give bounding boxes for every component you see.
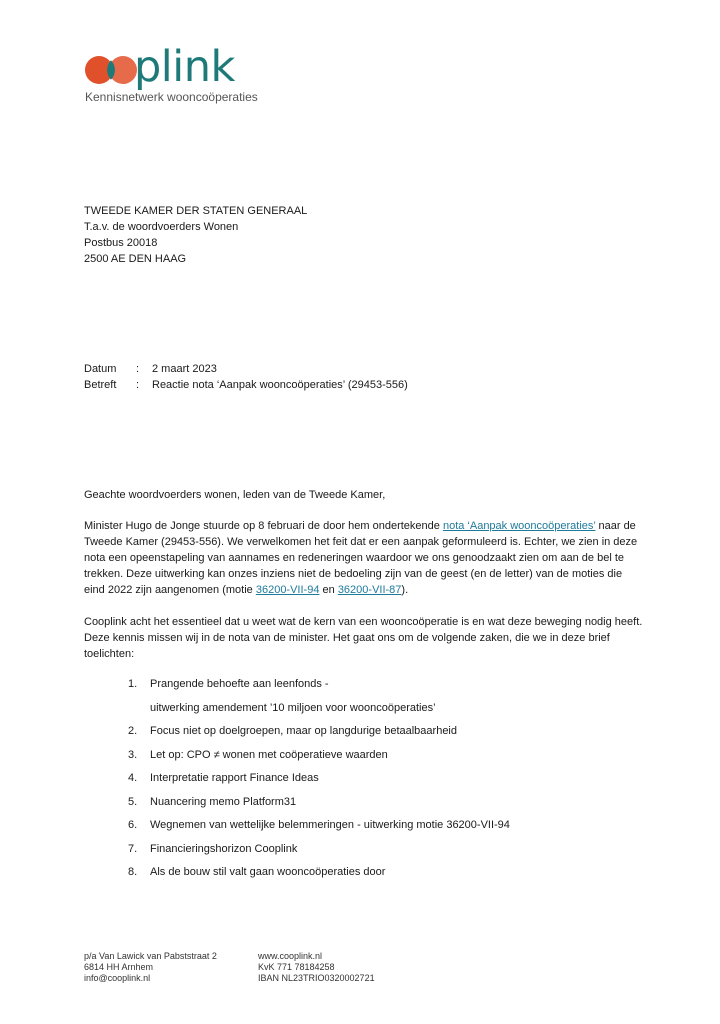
list-number: 6. (128, 819, 138, 831)
logo-tagline: Kennisnetwerk wooncoöperaties (85, 90, 258, 104)
list-number: 3. (128, 748, 138, 761)
list-number: 1. (128, 678, 138, 690)
salutation: Geachte woordvoerders wonen, leden van de Tweede Kamer, (84, 489, 386, 501)
text-span: Minister Hugo de Jonge stuurde op 8 februari de door hem ondertekende (84, 520, 443, 532)
footer-registration (258, 951, 375, 984)
address-line: TWEEDE KAMER DER STATEN GENERAAL (84, 205, 308, 217)
subject-value: Reactie nota ‘Aanpak wooncoöperaties’ (29453-556) (152, 379, 408, 391)
footer-website: www.cooplink.nl (258, 951, 323, 961)
list-item (128, 747, 608, 763)
footer-email: info@cooplink.nl (84, 973, 151, 983)
topic-list (128, 676, 608, 888)
cooplink-logo (83, 44, 293, 106)
list-text: Let op: CPO ≠ wonen met coöperatieve waarden (150, 748, 388, 761)
list-item (128, 841, 608, 857)
address-line: Postbus 20018 (84, 237, 158, 249)
logo-circles-icon (83, 54, 139, 86)
text-span: en (319, 584, 338, 596)
footer-line: IBAN NL23TRIO0320002721 (258, 973, 375, 983)
list-text: Prangende behoefte aan leenfonds - (150, 678, 329, 690)
list-number: 4. (128, 772, 138, 784)
footer-line: p/a Van Lawick van Pabststraat 2 (84, 951, 217, 961)
logo-wordmark: plink (134, 42, 235, 92)
motie-87-link[interactable]: 36200-VII-87 (337, 584, 402, 596)
list-number: 5. (128, 795, 138, 808)
list-text: Wegnemen van wettelijke belemmeringen - uitwerking motie 36200-VII-94 (150, 819, 510, 831)
list-item (128, 864, 608, 880)
date-label: Datum (84, 363, 117, 375)
list-text: Focus niet op doelgroepen, maar op langdurige betaalbaarheid (150, 725, 457, 737)
footer-line: 6814 HH Arnhem (84, 962, 154, 972)
nota-link[interactable]: nota ‘Aanpak wooncoöperaties’ (442, 520, 596, 532)
list-text: Als de bouw stil valt gaan wooncoöperaties door (150, 866, 386, 878)
motie-94-link[interactable]: 36200-VII-94 (255, 584, 320, 596)
recipient-address (84, 203, 307, 267)
list-item (128, 723, 608, 739)
address-line: T.a.v. de woordvoerders Wonen (84, 221, 239, 233)
subject-label: Betreft (84, 379, 117, 391)
colon: : (136, 363, 140, 375)
date-row (84, 361, 408, 377)
date-value: 2 maart 2023 (152, 363, 217, 375)
list-item (128, 676, 608, 692)
list-item (128, 817, 608, 833)
colon: : (136, 379, 140, 391)
subject-row (84, 377, 408, 393)
list-text: Interpretatie rapport Finance Ideas (150, 772, 319, 784)
address-line: 2500 AE DEN HAAG (84, 253, 187, 265)
list-text: uitwerking amendement ’10 miljoen voor wooncoöperaties’ (150, 701, 436, 714)
list-item (128, 770, 608, 786)
paragraph-intro (84, 518, 644, 598)
list-number: 2. (128, 725, 138, 737)
paragraph-essential: Cooplink acht het essentieel dat u weet wat de kern van een wooncoöperatie is en wat deze beweging nodig heeft. Deze kennis missen wij in de nota van de minister. Het gaat ons om de volgende zaken, die we in deze brief toelichten: (84, 616, 643, 660)
list-item (128, 794, 608, 810)
list-text: Nuancering memo Platform31 (150, 795, 297, 808)
letter-meta (84, 361, 408, 393)
footer-line: KvK 771 78184258 (258, 962, 335, 972)
list-text: Financieringshorizon Cooplink (150, 842, 298, 855)
footer-address (84, 951, 217, 984)
list-number: 7. (128, 842, 138, 855)
list-number: 8. (128, 866, 138, 878)
list-item-continuation (128, 700, 608, 716)
text-span: naar de Tweede Kamer (29453-556). We verwelkomen het feit dat er een aanpak geformuleerd is. Echter, we zien in deze nota een opeenstapeling van aannames en redeneringen waardoor we ons genoodzaakt zien om aan de bel te trekken. Deze uitwerking kan onzes inziens niet de bedoeling zijn van de geest (en de letter) van de moties die eind 2022 zijn aangenomen (motie (84, 520, 638, 596)
text-span: ). (401, 584, 409, 596)
